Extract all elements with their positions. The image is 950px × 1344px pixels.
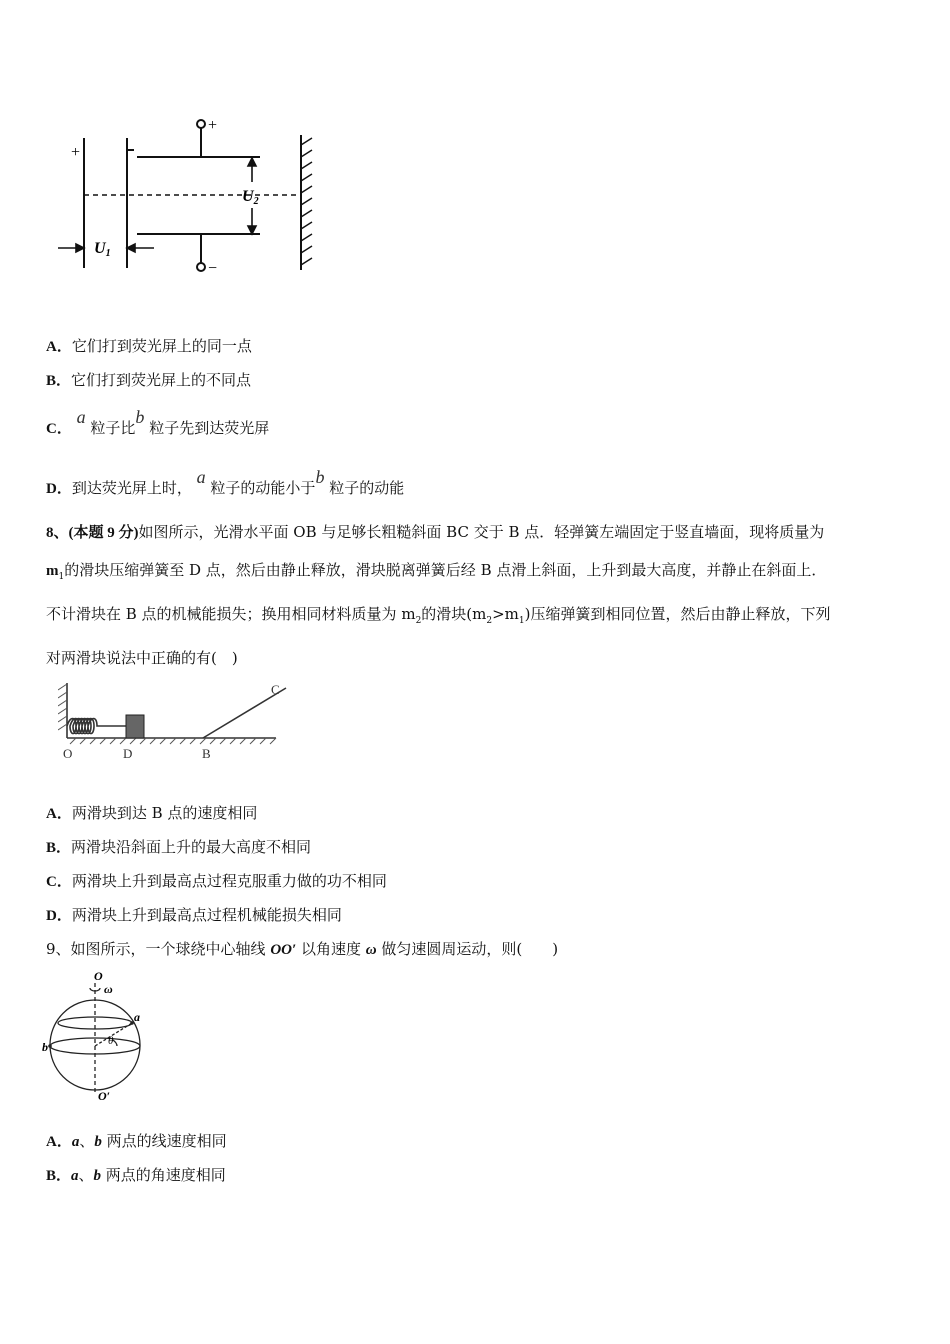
label-o: O bbox=[94, 969, 103, 983]
q9-stem: 9、如图所示，一个球绕中心轴线 OO′ 以角速度 ω 做匀速圆周运动，则( ) bbox=[46, 940, 559, 958]
q8-option-d[interactable]: D．两滑块上升到最高点过程机械能损失相同 bbox=[46, 906, 342, 924]
bottom-terminal-sign: − bbox=[208, 260, 218, 277]
top-terminal-sign: + bbox=[208, 117, 218, 134]
rotation-arrow bbox=[90, 988, 100, 991]
slider-block bbox=[126, 715, 144, 738]
u2-label: U2 bbox=[242, 188, 259, 207]
u1-label: U1 bbox=[94, 240, 111, 259]
q8-option-c[interactable]: C．两滑块上升到最高点过程克服重力做的功不相同 bbox=[46, 872, 387, 890]
q8-option-b[interactable]: B．两滑块沿斜面上升的最大高度不相同 bbox=[46, 838, 312, 856]
q8-stem: 8、(本题 9 分)如图所示，光滑水平面 OB 与足够长粗糙斜面 BC 交于 B 点．轻弹簧左端固定于竖直墙面，现将质量为 $m_1$的滑块压缩弹簧至 D 点，然后由静止释放，滑块脱离弹簧后经 B 点滑上斜面，上升到最大高度，并静止在斜面上． 不计滑块在 B 点的机械能损失；换用相同材料质量为 $m_2$的滑块$(m_2>m_1)$压缩弹簧到相同位置，然后由静止释放，下列 对两滑块说法中正确的有( ) bbox=[46, 523, 831, 667]
positive-terminal bbox=[197, 120, 205, 128]
q7-option-a[interactable]: A．它们打到荧光屏上的同一点 bbox=[46, 337, 252, 355]
q7-option-c[interactable]: C． a 粒子比b 粒子先到达荧光屏 bbox=[46, 407, 270, 437]
label-a: a bbox=[134, 1010, 140, 1024]
q8-option-a[interactable]: A．两滑块到达 B 点的速度相同 bbox=[46, 804, 258, 822]
label-c: C bbox=[271, 682, 280, 697]
label-o: O bbox=[63, 746, 73, 761]
spring bbox=[67, 719, 126, 734]
q7-deflection-figure bbox=[44, 100, 324, 305]
q8-spring-incline-figure bbox=[58, 678, 293, 763]
q7-option-b[interactable]: B．它们打到荧光屏上的不同点 bbox=[46, 371, 252, 389]
negative-terminal bbox=[197, 263, 205, 271]
label-d: D bbox=[123, 746, 133, 761]
label-theta: θ bbox=[108, 1035, 114, 1047]
q9-option-a[interactable]: A．a、b 两点的线速度相同 bbox=[46, 1132, 227, 1150]
label-o-prime: O′ bbox=[98, 1089, 111, 1103]
q9-sphere-figure bbox=[42, 966, 162, 1106]
q9-option-b[interactable]: B．a、b 两点的角速度相同 bbox=[46, 1166, 226, 1184]
q7-option-d[interactable]: D．到达荧光屏上时， a 粒子的动能小于b 粒子的动能 bbox=[46, 467, 405, 497]
label-b: b bbox=[42, 1040, 48, 1054]
left-plate-sign: + bbox=[71, 144, 81, 161]
label-b: B bbox=[202, 746, 211, 761]
label-omega: ω bbox=[104, 982, 113, 996]
